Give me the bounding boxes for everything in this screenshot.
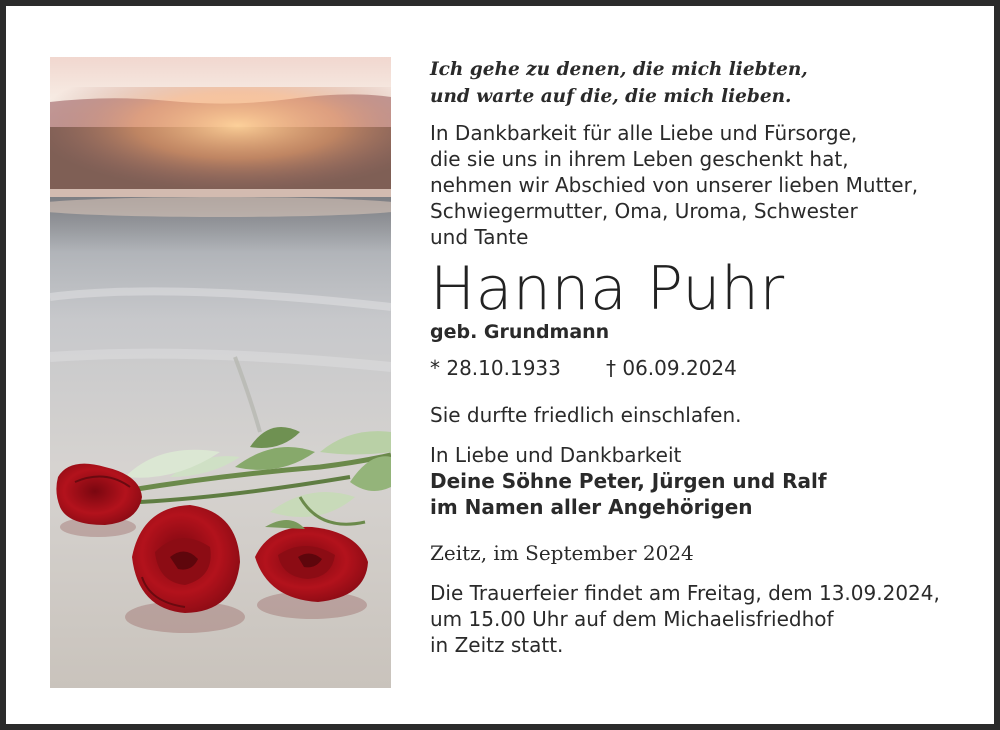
- intro-line: In Dankbarkeit für alle Liebe und Fürsorge,: [430, 121, 858, 145]
- signoff-line: In Liebe und Dankbarkeit: [430, 443, 682, 467]
- mourners-line: Deine Söhne Peter, Jürgen und Ralf: [430, 469, 827, 493]
- intro-line: die sie uns in ihrem Leben geschenkt hat,: [430, 147, 849, 171]
- life-dates: [430, 354, 990, 382]
- intro-line: und Tante: [430, 225, 529, 249]
- peaceful-statement: Sie durfte friedlich einschlafen.: [430, 403, 742, 427]
- quote-line: und warte auf die, die mich lieben.: [430, 86, 792, 107]
- funeral-line: in Zeitz statt.: [430, 633, 564, 657]
- roses-on-lake-image: [50, 57, 391, 688]
- birth-date: * 28.10.1933: [430, 356, 561, 380]
- place-date: Zeitz, im September 2024: [430, 541, 694, 565]
- funeral-info: [430, 580, 990, 658]
- intro-line: nehmen wir Abschied von unserer lieben Mutter,: [430, 173, 919, 197]
- funeral-line: um 15.00 Uhr auf dem Michaelisfriedhof: [430, 607, 834, 631]
- birth-name: geb. Grundmann: [430, 321, 610, 343]
- quote-line: Ich gehe zu denen, die mich liebten,: [430, 59, 808, 80]
- epitaph-quote: [430, 56, 990, 110]
- signoff: [430, 442, 990, 520]
- funeral-line: Die Trauerfeier findet am Freitag, dem 13.09.2024,: [430, 581, 940, 605]
- intro-line: Schwiegermutter, Oma, Uroma, Schwester: [430, 199, 858, 223]
- deceased-name: Hanna Puhr: [430, 254, 785, 324]
- death-date: † 06.09.2024: [606, 356, 737, 380]
- obituary-text: [430, 56, 990, 658]
- mourners-line: im Namen aller Angehörigen: [430, 495, 753, 519]
- intro-paragraph: [430, 120, 990, 250]
